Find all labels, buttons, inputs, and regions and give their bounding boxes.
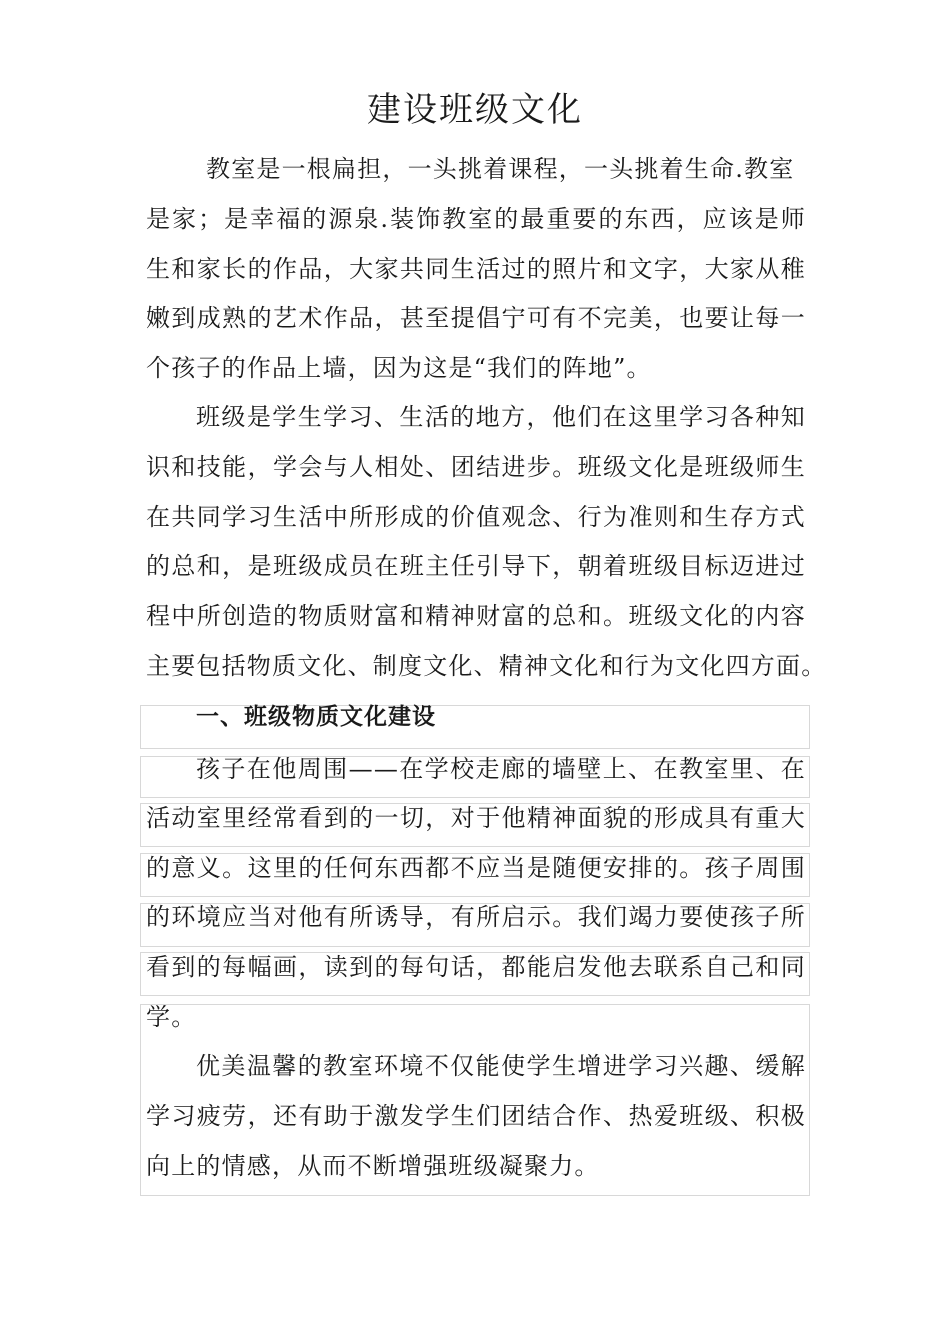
paragraph-2-line: 在共同学习生活中所形成的价值观念、行为准则和生存方式 <box>146 503 806 531</box>
paragraph-1-line: 是家；是幸福的源泉.装饰教室的最重要的东西，应该是师 <box>146 205 806 233</box>
document-title: 建设班级文化 <box>367 90 583 130</box>
paragraph-2-line: 主要包括物质文化、制度文化、精神文化和行为文化四方面。 <box>146 652 827 680</box>
paragraph-3-line: 活动室里经常看到的一切，对于他精神面貌的形成具有重大 <box>146 804 806 832</box>
paragraph-3-line: 的意义。这里的任何东西都不应当是随便安排的。孩子周围 <box>146 854 806 882</box>
section-heading: 一、班级物质文化建设 <box>196 704 436 730</box>
paragraph-4-line: 优美温馨的教室环境不仅能使学生增进学习兴趣、缓解 <box>196 1052 806 1080</box>
paragraph-2-line: 程中所创造的物质财富和精神财富的总和。班级文化的内容 <box>146 602 806 630</box>
paragraph-2-line: 班级是学生学习、生活的地方，他们在这里学习各种知 <box>196 403 806 431</box>
paragraph-3-line: 学。 <box>146 1003 197 1031</box>
paragraph-4-line: 学习疲劳，还有助于激发学生们团结合作、热爱班级、积极 <box>146 1102 806 1130</box>
paragraph-2-line: 的总和，是班级成员在班主任引导下，朝着班级目标迈进过 <box>146 552 806 580</box>
paragraph-4-line: 向上的情感，从而不断增强班级凝聚力。 <box>146 1152 600 1180</box>
paragraph-3-line: 看到的每幅画，读到的每句话，都能启发他去联系自己和同 <box>146 953 806 981</box>
paragraph-3-line: 的环境应当对他有所诱导，有所启示。我们竭力要使孩子所 <box>146 903 806 931</box>
paragraph-2-line: 识和技能，学会与人相处、团结进步。班级文化是班级师生 <box>146 453 806 481</box>
paragraph-3-line: 孩子在他周围——在学校走廊的墙壁上、在教室里、在 <box>196 755 806 783</box>
paragraph-1-line: 嫩到成熟的艺术作品，甚至提倡宁可有不完美，也要让每一 <box>146 304 806 332</box>
paragraph-1-line: 教室是一根扁担，一头挑着课程，一头挑着生命.教室 <box>206 155 795 183</box>
paragraph-1-line: 生和家长的作品，大家共同生活过的照片和文字，大家从稚 <box>146 255 806 283</box>
paragraph-1-line: 个孩子的作品上墙，因为这是“我们的阵地”。 <box>146 354 652 382</box>
